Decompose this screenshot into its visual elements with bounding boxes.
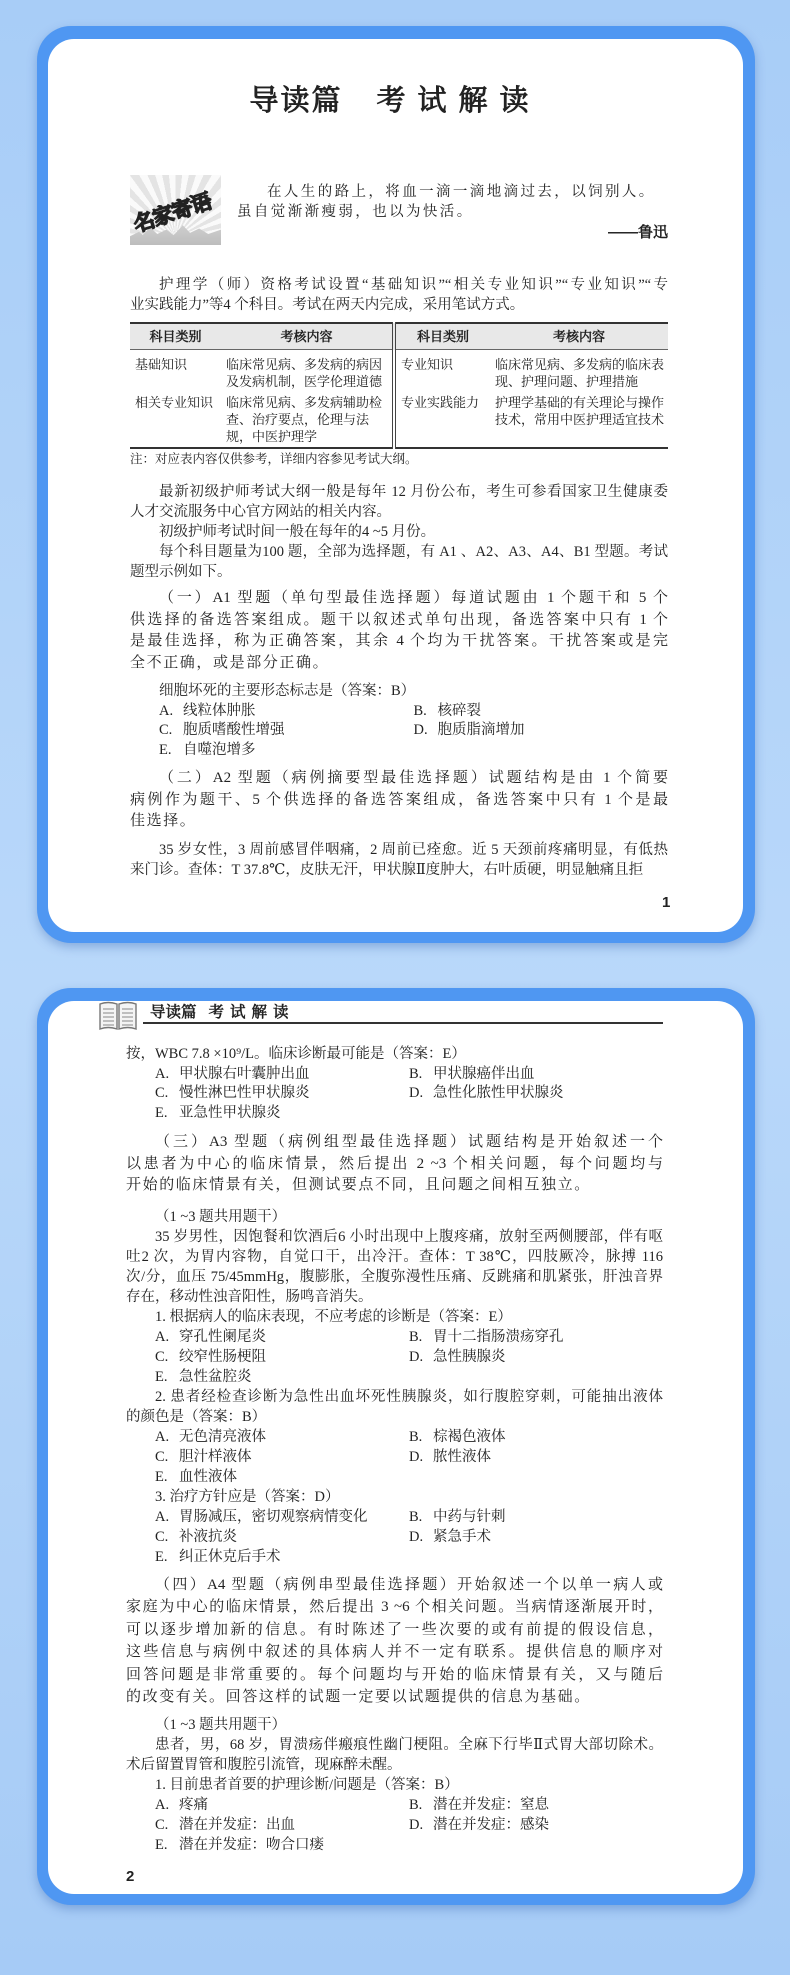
section-text-line: 开始的临床情景有关，但测试要点不同，且问题之间相互独立。 <box>126 1177 591 1194</box>
answer-option <box>414 702 669 722</box>
option-letter: A. <box>155 1065 170 1082</box>
a1-description <box>130 588 668 674</box>
text-line: 每个科目题量为100 题，全部为选择题，有 A1 、A2、A3、A4、B1 型题。考试 <box>159 544 668 560</box>
section-text-line: （二）A2 型题（病例摘要型最佳选择题）试题结构是由 1 个简要 <box>159 770 668 786</box>
table-header: 科目类别 <box>130 323 221 350</box>
text-line: 3. 治疗方针应是（答案：D） <box>155 1489 340 1505</box>
option-row <box>126 1835 663 1855</box>
text-line: 业实践能力”等4 个科目。考试在两天内完成，采用笔试方式。 <box>130 297 525 313</box>
running-header <box>150 1002 295 1024</box>
section-text-line: （三）A3 型题（病例组型最佳选择题）试题结构是开始叙述一个 <box>155 1134 663 1150</box>
option-letter: D. <box>409 1817 424 1833</box>
option-row <box>126 1065 663 1085</box>
section-text-line: 是最佳选择，称为正确答案，其余 4 个均为干扰答案。干扰答案或是完 <box>130 633 668 650</box>
page-number: 2 <box>126 1868 135 1885</box>
table-note: 注：对应表内容仅供参考，详细内容参见考试大纲。 <box>130 452 418 466</box>
option-row <box>126 1367 663 1387</box>
option-letter: E. <box>155 1837 168 1853</box>
a3-example <box>126 1207 663 1567</box>
option-row <box>126 1547 663 1567</box>
option-text: 胆汁样液体 <box>179 1449 252 1465</box>
quote-author: ——鲁迅 <box>607 224 668 241</box>
answer-option <box>159 721 414 741</box>
option-row <box>126 1327 663 1347</box>
option-text: 中药与针刺 <box>433 1509 506 1525</box>
option-letter: E. <box>155 1549 168 1565</box>
answer-option <box>155 1327 409 1347</box>
table-header: 科目类别 <box>394 323 490 350</box>
option-letter: C. <box>155 1529 169 1545</box>
answer-option <box>409 1815 663 1835</box>
section-text-line: 的改变有关。回答这样的试题一定要以试题提供的信息为基础。 <box>126 1688 591 1705</box>
title-part-2: 考试解读 <box>376 85 541 117</box>
option-text: 紧急手术 <box>433 1529 491 1545</box>
text-line: （1 ~3 题共用题干） <box>155 1209 287 1225</box>
option-letter: D. <box>409 1529 424 1545</box>
option-letter: C. <box>155 1085 169 1102</box>
option-letter: A. <box>155 1797 170 1813</box>
text-line: 来门诊。查体：T 37.8℃，皮肤无汗，甲状腺Ⅱ度肿大，右叶质硬，明显触痛且拒 <box>130 862 644 878</box>
section-text-line: 回答问题是非常重要的。每个问题均与开始的临床情景有关，又与随后 <box>126 1666 663 1683</box>
option-text: 核碎裂 <box>437 702 481 719</box>
option-text: 甲状腺癌伴出血 <box>433 1065 535 1082</box>
option-letter: D. <box>413 722 428 738</box>
open-book-icon <box>98 1000 138 1031</box>
answer-option <box>155 1104 419 1124</box>
table-cell: 基础知识 <box>135 357 188 372</box>
option-letter: C. <box>155 1349 169 1365</box>
answer-option <box>155 1447 409 1467</box>
text-line: 35 岁男性，因饱餐和饮酒后6 小时出现中上腹疼痛，放射至两侧腰部，伴有呕 <box>155 1229 663 1245</box>
quote <box>237 182 668 222</box>
answer-option <box>409 1795 663 1815</box>
a2-description <box>130 768 668 833</box>
exam-subjects-table <box>130 322 668 449</box>
option-text: 线粒体肿胀 <box>183 702 256 719</box>
option-letter: B. <box>409 1329 423 1345</box>
header-rule <box>143 1022 663 1024</box>
text-line: 题型示例如下。 <box>130 564 232 580</box>
header-part-2: 考试解读 <box>208 1004 295 1021</box>
section-text-line: 佳选择。 <box>130 813 197 830</box>
header-part-1: 导读篇 <box>150 1004 197 1021</box>
option-text: 急性盆腔炎 <box>179 1369 252 1385</box>
option-letter: A. <box>159 702 174 719</box>
text-line: 护理学（师）资格考试设置“基础知识”“相关专业知识”“专业知识”“专 <box>159 277 668 293</box>
table-cell: 临床常见病、多发病的临床表现、护理问题、护理措施 <box>495 357 665 389</box>
option-text: 穿孔性阑尾炎 <box>179 1329 266 1345</box>
table-header: 考核内容 <box>490 323 668 350</box>
a2-question <box>126 1045 663 1124</box>
option-row <box>126 1084 663 1104</box>
option-text: 棕褐色液体 <box>433 1429 506 1445</box>
option-text: 血性液体 <box>179 1469 237 1485</box>
section-text-line: （四）A4 型题（病例串型最佳选择题）开始叙述一个以单一病人或 <box>155 1577 663 1593</box>
a3-description <box>126 1132 663 1197</box>
option-text: 胞质嗜酸性增强 <box>183 722 285 738</box>
option-text: 甲状腺右叶囊肿出血 <box>179 1065 310 1082</box>
option-letter: D. <box>409 1085 424 1102</box>
option-row <box>126 1104 663 1124</box>
option-row <box>126 1507 663 1527</box>
section-text-line: 可以逐步增加新的信息。有时陈述了一些次要的或有前提的假设信息， <box>126 1621 663 1638</box>
section-text-line: 家庭为中心的临床情景，然后提出 3 ~6 个相关问题。当病情逐渐展开时， <box>126 1599 663 1616</box>
option-letter: E. <box>155 1105 168 1122</box>
a1-example <box>130 682 668 760</box>
option-row <box>126 1815 663 1835</box>
answer-option <box>409 1065 663 1085</box>
option-text: 潜在并发症：吻合口瘘 <box>179 1837 324 1853</box>
text-line: 1. 目前患者首要的护理诊断/问题是（答案：B） <box>155 1777 459 1793</box>
answer-option <box>155 1084 409 1104</box>
answer-option <box>409 1427 663 1447</box>
option-letter: D. <box>409 1449 424 1465</box>
section-text-line: 全不正确，或是部分正确。 <box>130 654 330 671</box>
quote-line: 在人生的路上，将血一滴一滴地滴过去，以饲别人。 <box>267 184 656 200</box>
table-row <box>130 350 668 393</box>
table-row <box>130 392 668 448</box>
table-cell: 相关专业知识 <box>135 395 214 410</box>
answer-option <box>155 1427 409 1447</box>
answer-option <box>155 1527 409 1547</box>
quote-logo-image: 名家寄语 <box>130 175 221 245</box>
section-text-line: 这些信息与病例中叙述的具体病人并不一定有联系。提供信息的顺序对 <box>126 1644 663 1661</box>
option-letter: B. <box>413 702 427 719</box>
answer-option <box>155 1547 419 1567</box>
table-cell: 护理学基础的有关理论与操作技术，常用中医护理适宜技术 <box>495 395 665 427</box>
option-letter: E. <box>155 1469 168 1485</box>
text-line: 按，WBC 7.8 ×10⁹/L。临床诊断最可能是（答案：E） <box>126 1046 466 1062</box>
text-line: 次/分，血压 75/45mmHg，腹膨胀，全腹弥漫性压痛、反跳痛和肌紧张，肝浊音界 <box>126 1269 663 1285</box>
option-row <box>130 702 668 722</box>
option-text: 脓性液体 <box>433 1449 491 1465</box>
text-line: 术后留置胃管和腹腔引流管，现麻醉未醒。 <box>126 1757 402 1773</box>
text-line: 患者，男，68 岁，胃溃疡伴瘢痕性幽门梗阻。全麻下行毕Ⅱ式胃大部切除术。 <box>155 1737 663 1753</box>
answer-option <box>155 1065 409 1085</box>
answer-option <box>409 1084 663 1104</box>
option-letter: B. <box>409 1797 423 1813</box>
section-text-line: 病例作为题干、5 个供选择的备选答案组成，备选答案中只有 1 个是最 <box>130 791 668 808</box>
title-part-1: 导读篇 <box>249 85 343 117</box>
option-row <box>126 1527 663 1547</box>
option-letter: E. <box>159 741 172 758</box>
exam-subjects-table-block <box>130 322 668 467</box>
option-letter: B. <box>409 1065 423 1082</box>
text-line: （1 ~3 题共用题干） <box>155 1717 287 1733</box>
text-line: 吐2 次，为胃内容物，自觉口干，出冷汗。查体：T 38℃，四肢厥冷，脉搏 116 <box>126 1249 663 1265</box>
option-text: 疼痛 <box>179 1797 208 1813</box>
section-text-line: 供选择的备选答案组成。题干以叙述式单句出现，备选答案中只有 1 个 <box>130 611 668 628</box>
option-letter: A. <box>155 1429 170 1445</box>
option-row <box>126 1467 663 1487</box>
table-cell: 专业实践能力 <box>401 395 480 410</box>
section-text-line: 以患者为中心的临床情景，然后提出 2 ~3 个相关问题，每个问题均与 <box>126 1155 663 1172</box>
option-letter: A. <box>155 1329 170 1345</box>
table-cell: 专业知识 <box>401 357 454 372</box>
option-text: 无色清亮液体 <box>179 1429 266 1445</box>
exam-info <box>130 482 668 582</box>
option-letter: C. <box>159 722 173 738</box>
option-text: 慢性淋巴性甲状腺炎 <box>179 1085 310 1102</box>
answer-option <box>155 1795 409 1815</box>
option-text: 亚急性甲状腺炎 <box>179 1105 281 1122</box>
option-text: 自噬泡增多 <box>183 741 256 758</box>
option-text: 补液抗炎 <box>179 1529 237 1545</box>
option-row <box>126 1347 663 1367</box>
option-letter: A. <box>155 1509 170 1525</box>
a2-case <box>130 840 668 880</box>
answer-option <box>159 741 423 761</box>
answer-option <box>155 1507 409 1527</box>
answer-option <box>409 1507 663 1527</box>
section-text-line: （一）A1 型题（单句型最佳选择题）每道试题由 1 个题干和 5 个 <box>159 590 668 606</box>
answer-option <box>155 1367 419 1387</box>
option-text: 绞窄性肠梗阻 <box>179 1349 266 1365</box>
a4-description <box>126 1574 663 1708</box>
option-letter: B. <box>409 1509 423 1525</box>
table-cell: 临床常见病、多发病辅助检查、治疗要点，伦理与法规，中医护理学 <box>221 392 394 448</box>
option-text: 潜在并发症：出血 <box>179 1817 295 1833</box>
text-line: 人才交流服务中心官方网站的相关内容。 <box>130 504 391 520</box>
option-row <box>130 721 668 741</box>
option-text: 纠正休克后手术 <box>179 1549 281 1565</box>
option-row <box>126 1795 663 1815</box>
option-row <box>126 1447 663 1467</box>
text-line: 存在，移动性浊音阳性，肠鸣音消失。 <box>126 1289 373 1305</box>
answer-option <box>155 1467 419 1487</box>
table-header: 考核内容 <box>221 323 394 350</box>
text-line: 35 岁女性，3 周前感冒伴咽痛，2 周前已痊愈。近 5 天颈前疼痛明显，有低热 <box>159 842 668 858</box>
option-letter: B. <box>409 1429 423 1445</box>
page-number: 1 <box>662 894 671 911</box>
text-line: 细胞坏死的主要形态标志是（答案：B） <box>159 683 416 699</box>
text-line: 的颜色是（答案：B） <box>126 1409 267 1425</box>
option-letter: D. <box>409 1349 424 1365</box>
answer-option <box>409 1347 663 1367</box>
answer-option <box>409 1527 663 1547</box>
option-text: 急性化脓性甲状腺炎 <box>433 1085 564 1102</box>
a4-example <box>126 1715 663 1855</box>
text-line: 2. 患者经检查诊断为急性出血坏死性胰腺炎，如行腹腔穿刺，可能抽出液体 <box>155 1389 663 1405</box>
option-text: 胞质脂滴增加 <box>437 722 525 738</box>
answer-option <box>155 1347 409 1367</box>
option-letter: C. <box>155 1817 169 1833</box>
answer-option <box>155 1835 419 1855</box>
option-text: 胃十二指肠溃疡穿孔 <box>433 1329 564 1345</box>
option-letter: E. <box>155 1369 168 1385</box>
option-row <box>126 1427 663 1447</box>
option-text: 潜在并发症：感染 <box>433 1817 549 1833</box>
page-title <box>0 78 790 119</box>
answer-option <box>159 702 414 722</box>
option-text: 急性胰腺炎 <box>433 1349 506 1365</box>
answer-option <box>155 1815 409 1835</box>
text-line: 初级护师考试时间一般在每年的4 ~5 月份。 <box>159 524 436 540</box>
intro-paragraph <box>130 275 668 315</box>
option-text: 潜在并发症：窒息 <box>433 1797 549 1813</box>
table-cell: 临床常见病、多发病的病因及发病机制，医学伦理道德 <box>221 350 394 393</box>
text-line: 最新初级护师考试大纲一般是每年 12 月份公布，考生可参看国家卫生健康委 <box>159 484 668 500</box>
answer-option <box>409 1327 663 1347</box>
option-text: 胃肠减压，密切观察病情变化 <box>179 1509 368 1525</box>
answer-option <box>414 721 669 741</box>
quote-line: 虽自觉渐渐瘦弱，也以为快活。 <box>237 204 474 220</box>
option-letter: C. <box>155 1449 169 1465</box>
answer-option <box>409 1447 663 1467</box>
text-line: 1. 根据病人的临床表现，不应考虑的诊断是（答案：E） <box>155 1309 512 1325</box>
option-row <box>130 741 668 761</box>
